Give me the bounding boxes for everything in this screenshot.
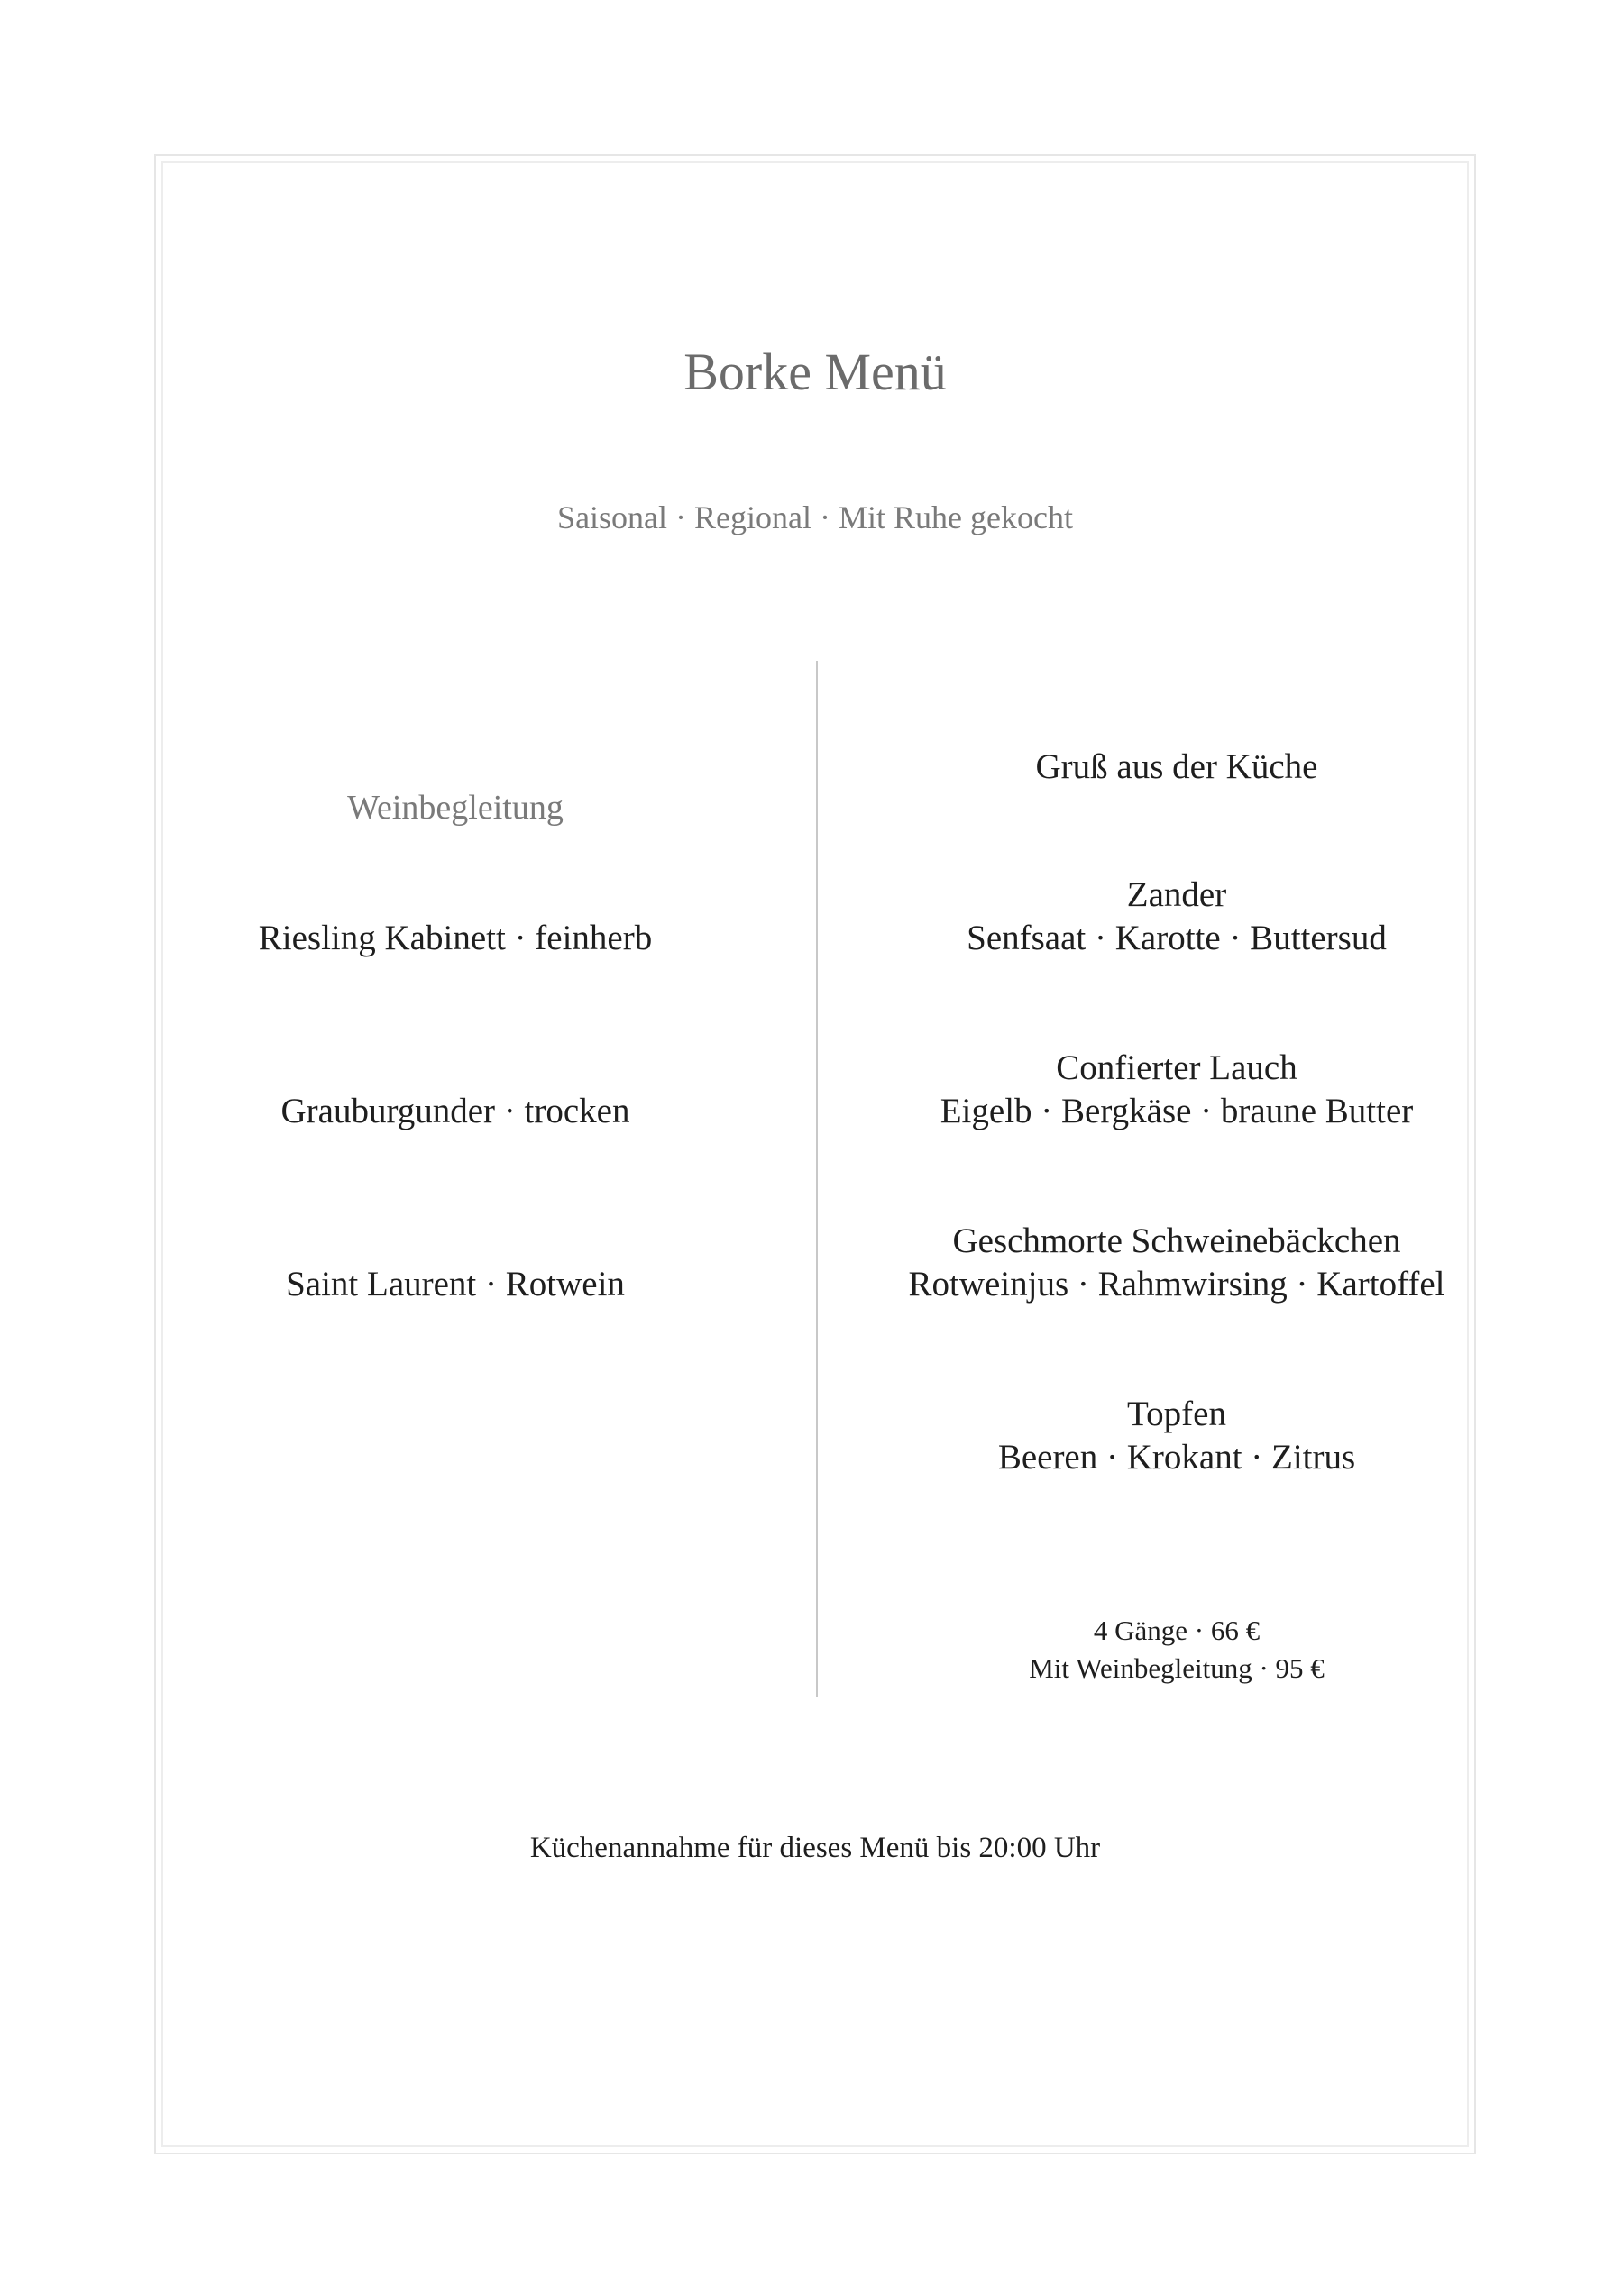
course-name: Confierter Lauch (1056, 1048, 1297, 1087)
wine-pairing-heading: Weinbegleitung (347, 789, 564, 827)
course-name: Topfen (1127, 1395, 1226, 1433)
menu-title: Borke Menü (683, 343, 947, 401)
course-item (861, 874, 1492, 960)
course-detail: Rotweinjus · Rahmwirsing · Kartoffel (908, 1265, 1445, 1304)
course-item (861, 1047, 1492, 1133)
course-detail: Eigelb · Bergkäse · braune Butter (940, 1092, 1414, 1130)
menu-subtitle: Saisonal · Regional · Mit Ruhe gekocht (557, 499, 1073, 535)
course-detail: Beeren · Krokant · Zitrus (997, 1438, 1356, 1477)
course-item (861, 746, 1492, 789)
wine-item: Saint Laurent · Rotwein (286, 1265, 625, 1304)
price-block (861, 1612, 1492, 1688)
course-name: Zander (1126, 875, 1227, 914)
price-with-wine: Mit Weinbegleitung · 95 € (1029, 1652, 1325, 1684)
kitchen-closing-note: Küchenannahme für dieses Menü bis 20:00 Uhr (529, 1832, 1101, 1864)
course-detail: Senfsaat · Karotte · Buttersud (967, 919, 1387, 957)
column-divider (816, 661, 818, 1697)
price-menu: 4 Gänge · 66 € (1093, 1615, 1261, 1646)
course-item (861, 1393, 1492, 1479)
course-name: Gruß aus der Küche (1035, 747, 1318, 786)
course-name: Geschmorte Schweinebäckchen (952, 1221, 1401, 1260)
course-item (861, 1220, 1492, 1306)
wine-item: Riesling Kabinett · feinherb (258, 919, 653, 957)
wine-item: Grauburgunder · trocken (280, 1092, 630, 1130)
